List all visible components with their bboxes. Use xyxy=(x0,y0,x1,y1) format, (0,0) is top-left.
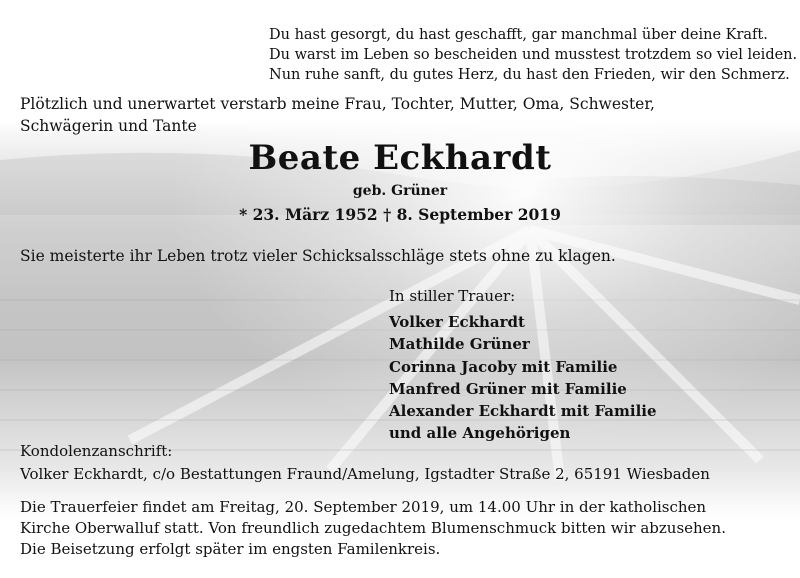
intro-line: Plötzlich und unerwartet verstarb meine Frau, Tochter, Mutter, Oma, Schwester, xyxy=(20,95,655,113)
verse-line: Nun ruhe sanft, du gutes Herz, du hast den Frieden, wir den Schmerz. xyxy=(269,67,790,83)
birth-name: geb. Grüner xyxy=(352,183,448,199)
tribute-sentence: Sie meisterte ihr Leben trotz vieler Schicksalsschläge stets ohne zu klagen. xyxy=(20,247,616,265)
memorial-verse xyxy=(269,25,797,85)
intro-line: Schwägerin und Tante xyxy=(20,117,197,135)
mourner-name: Volker Eckhardt xyxy=(389,313,525,331)
verse-line: Du warst im Leben so bescheiden und musstest trotzdem so viel leiden. xyxy=(269,47,798,63)
mourners-list xyxy=(389,311,657,445)
funeral-details xyxy=(20,497,726,560)
condolence-label: Kondolenzanschrift: xyxy=(20,442,173,460)
mourner-name: Mathilde Grüner xyxy=(389,335,530,354)
funeral-line: Kirche Oberwalluf statt. Von freundlich zugedachtem Blumenschmuck bitten wir abzusehen. xyxy=(20,519,726,537)
deceased-name: Beate Eckhardt xyxy=(248,138,552,178)
mourner-name: Alexander Eckhardt mit Familie xyxy=(389,402,657,421)
death-announcement-intro xyxy=(20,93,655,137)
funeral-line: Die Trauerfeier findet am Freitag, 20. September 2019, um 14.00 Uhr in der katholischen xyxy=(20,498,707,516)
mourning-heading: In stiller Trauer: xyxy=(389,287,516,305)
condolence-address: Volker Eckhardt, c/o Bestattungen Fraund/Amelung, Igstadter Straße 2, 65191 Wiesbaden xyxy=(20,465,710,483)
life-dates: * 23. März 1952 † 8. September 2019 xyxy=(239,205,561,224)
mourner-name: Manfred Grüner mit Familie xyxy=(389,379,627,398)
funeral-line: Die Beisetzung erfolgt später im engsten Familenkreis. xyxy=(20,540,441,558)
verse-line: Du hast gesorgt, du hast geschafft, gar manchmal über deine Kraft. xyxy=(269,27,768,43)
mourner-name: Corinna Jacoby mit Familie xyxy=(389,357,618,376)
mourner-name: und alle Angehörigen xyxy=(389,424,571,443)
